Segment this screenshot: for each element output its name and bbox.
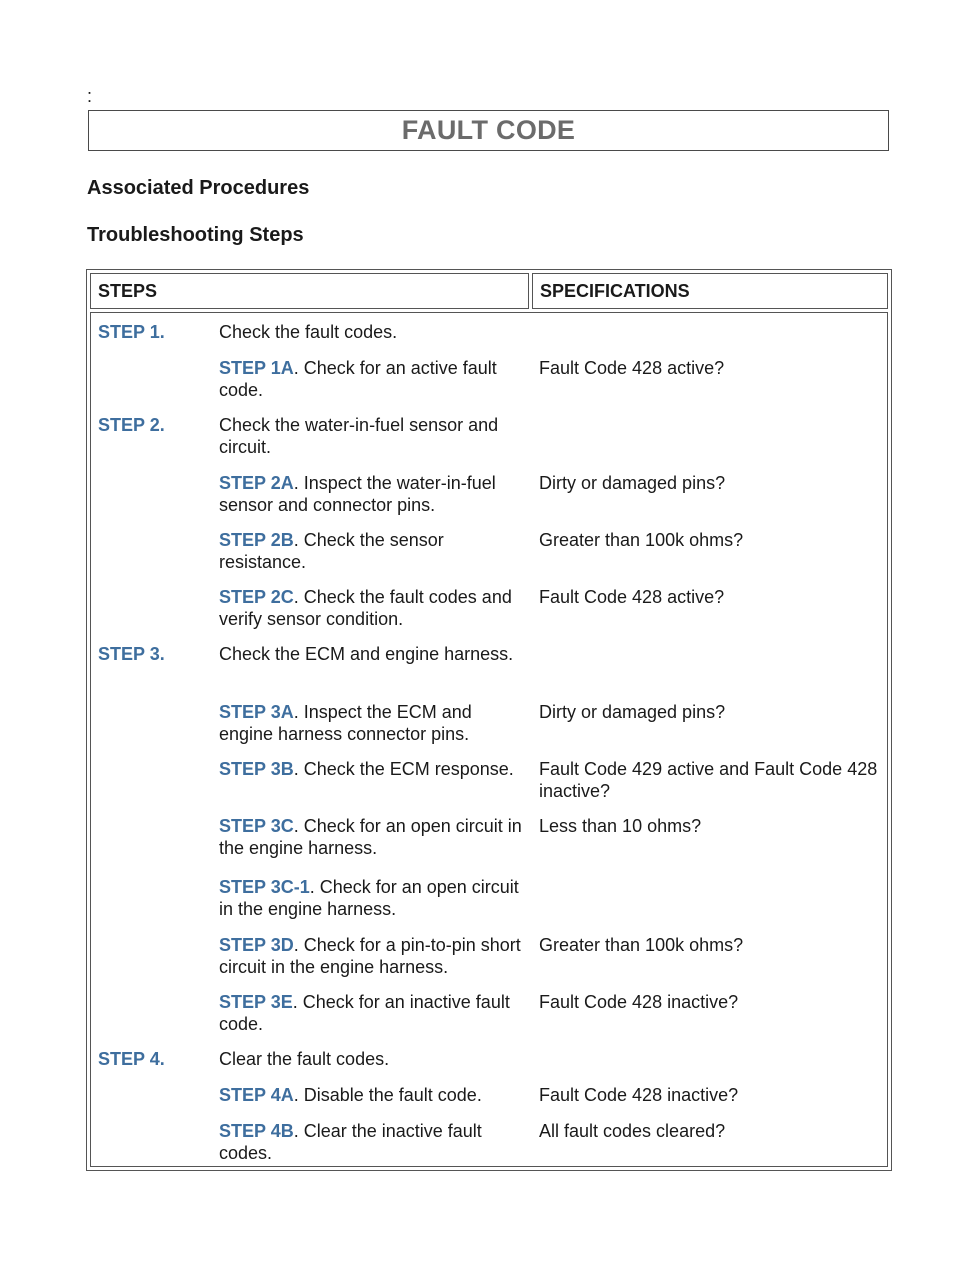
- substep-link[interactable]: STEP 3D: [219, 935, 294, 955]
- column-header-steps: STEPS: [90, 273, 529, 309]
- step-text: . Check for an open circuit in the engine harness.: [219, 816, 522, 858]
- step-number[interactable]: STEP 3.: [98, 644, 165, 664]
- substep-link[interactable]: STEP 2C: [219, 587, 294, 607]
- specification: Fault Code 429 active and Fault Code 428 inactive?: [539, 759, 878, 801]
- troubleshooting-steps-heading: Troubleshooting Steps: [87, 224, 304, 246]
- specification: Fault Code 428 active?: [539, 587, 725, 607]
- substep-link[interactable]: STEP 4A: [219, 1085, 294, 1105]
- step-description: [219, 586, 529, 630]
- step-description: [219, 1120, 529, 1164]
- substep-link[interactable]: STEP 3C: [219, 816, 294, 836]
- specification: Dirty or damaged pins?: [539, 473, 726, 493]
- substep-link[interactable]: STEP 3B: [219, 759, 294, 779]
- specification: Less than 10 ohms?: [539, 816, 702, 836]
- step-number[interactable]: STEP 1.: [98, 322, 165, 342]
- page-title: FAULT CODE: [401, 115, 576, 145]
- step-text: . Inspect the water-in-fuel sensor and connector pins.: [219, 473, 496, 515]
- step-number[interactable]: STEP 4.: [98, 1049, 165, 1069]
- step-text: . Clear the inactive fault codes.: [219, 1121, 482, 1163]
- step-description: [219, 414, 529, 458]
- step-description: [219, 529, 529, 573]
- substep-link[interactable]: STEP 4B: [219, 1121, 294, 1141]
- step-text: . Check for an active fault code.: [219, 358, 497, 400]
- step-description: [219, 758, 529, 780]
- troubleshooting-table: [86, 269, 892, 1171]
- step-description: [219, 934, 529, 978]
- step-text: . Check the sensor resistance.: [219, 530, 444, 572]
- step-text: . Check for an open circuit in the engine harness.: [219, 877, 519, 919]
- step-text: . Check the ECM response.: [293, 759, 514, 779]
- specification: Fault Code 428 active?: [539, 358, 725, 378]
- step-text: Check the ECM and engine harness.: [219, 644, 514, 664]
- step-description: [219, 991, 529, 1035]
- step-description: [219, 701, 529, 745]
- step-text: Clear the fault codes.: [219, 1049, 390, 1069]
- substep-link[interactable]: STEP 2B: [219, 530, 294, 550]
- step-text: . Check for a pin-to-pin short circuit in the engine harness.: [219, 935, 521, 977]
- specification: All fault codes cleared?: [539, 1121, 726, 1141]
- step-description: [219, 1084, 529, 1106]
- step-description: [219, 643, 529, 665]
- step-text: . Disable the fault code.: [293, 1085, 482, 1105]
- specification: Fault Code 428 inactive?: [539, 1085, 739, 1105]
- specification: Dirty or damaged pins?: [539, 702, 726, 722]
- specification: Greater than 100k ohms?: [539, 935, 744, 955]
- step-text: . Check for an inactive fault code.: [219, 992, 510, 1034]
- header-colon: :: [87, 86, 93, 106]
- substep-link[interactable]: STEP 2A: [219, 473, 294, 493]
- step-description: [219, 321, 529, 343]
- step-text: Check the water-in-fuel sensor and circuit.: [219, 415, 499, 457]
- step-description: [219, 876, 529, 920]
- step-text: . Check the fault codes and verify sensor condition.: [219, 587, 512, 629]
- step-number[interactable]: STEP 2.: [98, 415, 165, 435]
- substep-link[interactable]: STEP 3C-1: [219, 877, 310, 897]
- page-title-box: [88, 110, 889, 151]
- specification: Greater than 100k ohms?: [539, 530, 744, 550]
- step-description: [219, 357, 529, 401]
- substep-link[interactable]: STEP 3E: [219, 992, 293, 1012]
- substep-link[interactable]: STEP 3A: [219, 702, 294, 722]
- column-header-specifications: SPECIFICATIONS: [532, 273, 888, 309]
- associated-procedures-heading: Associated Procedures: [87, 177, 310, 199]
- step-description: [219, 472, 529, 516]
- specification: Fault Code 428 inactive?: [539, 992, 739, 1012]
- step-description: [219, 815, 529, 859]
- step-text: . Inspect the ECM and engine harness connector pins.: [219, 702, 472, 744]
- step-text: Check the fault codes.: [219, 322, 398, 342]
- substep-link[interactable]: STEP 1A: [219, 358, 294, 378]
- table-body: [90, 312, 888, 1167]
- step-description: [219, 1048, 529, 1070]
